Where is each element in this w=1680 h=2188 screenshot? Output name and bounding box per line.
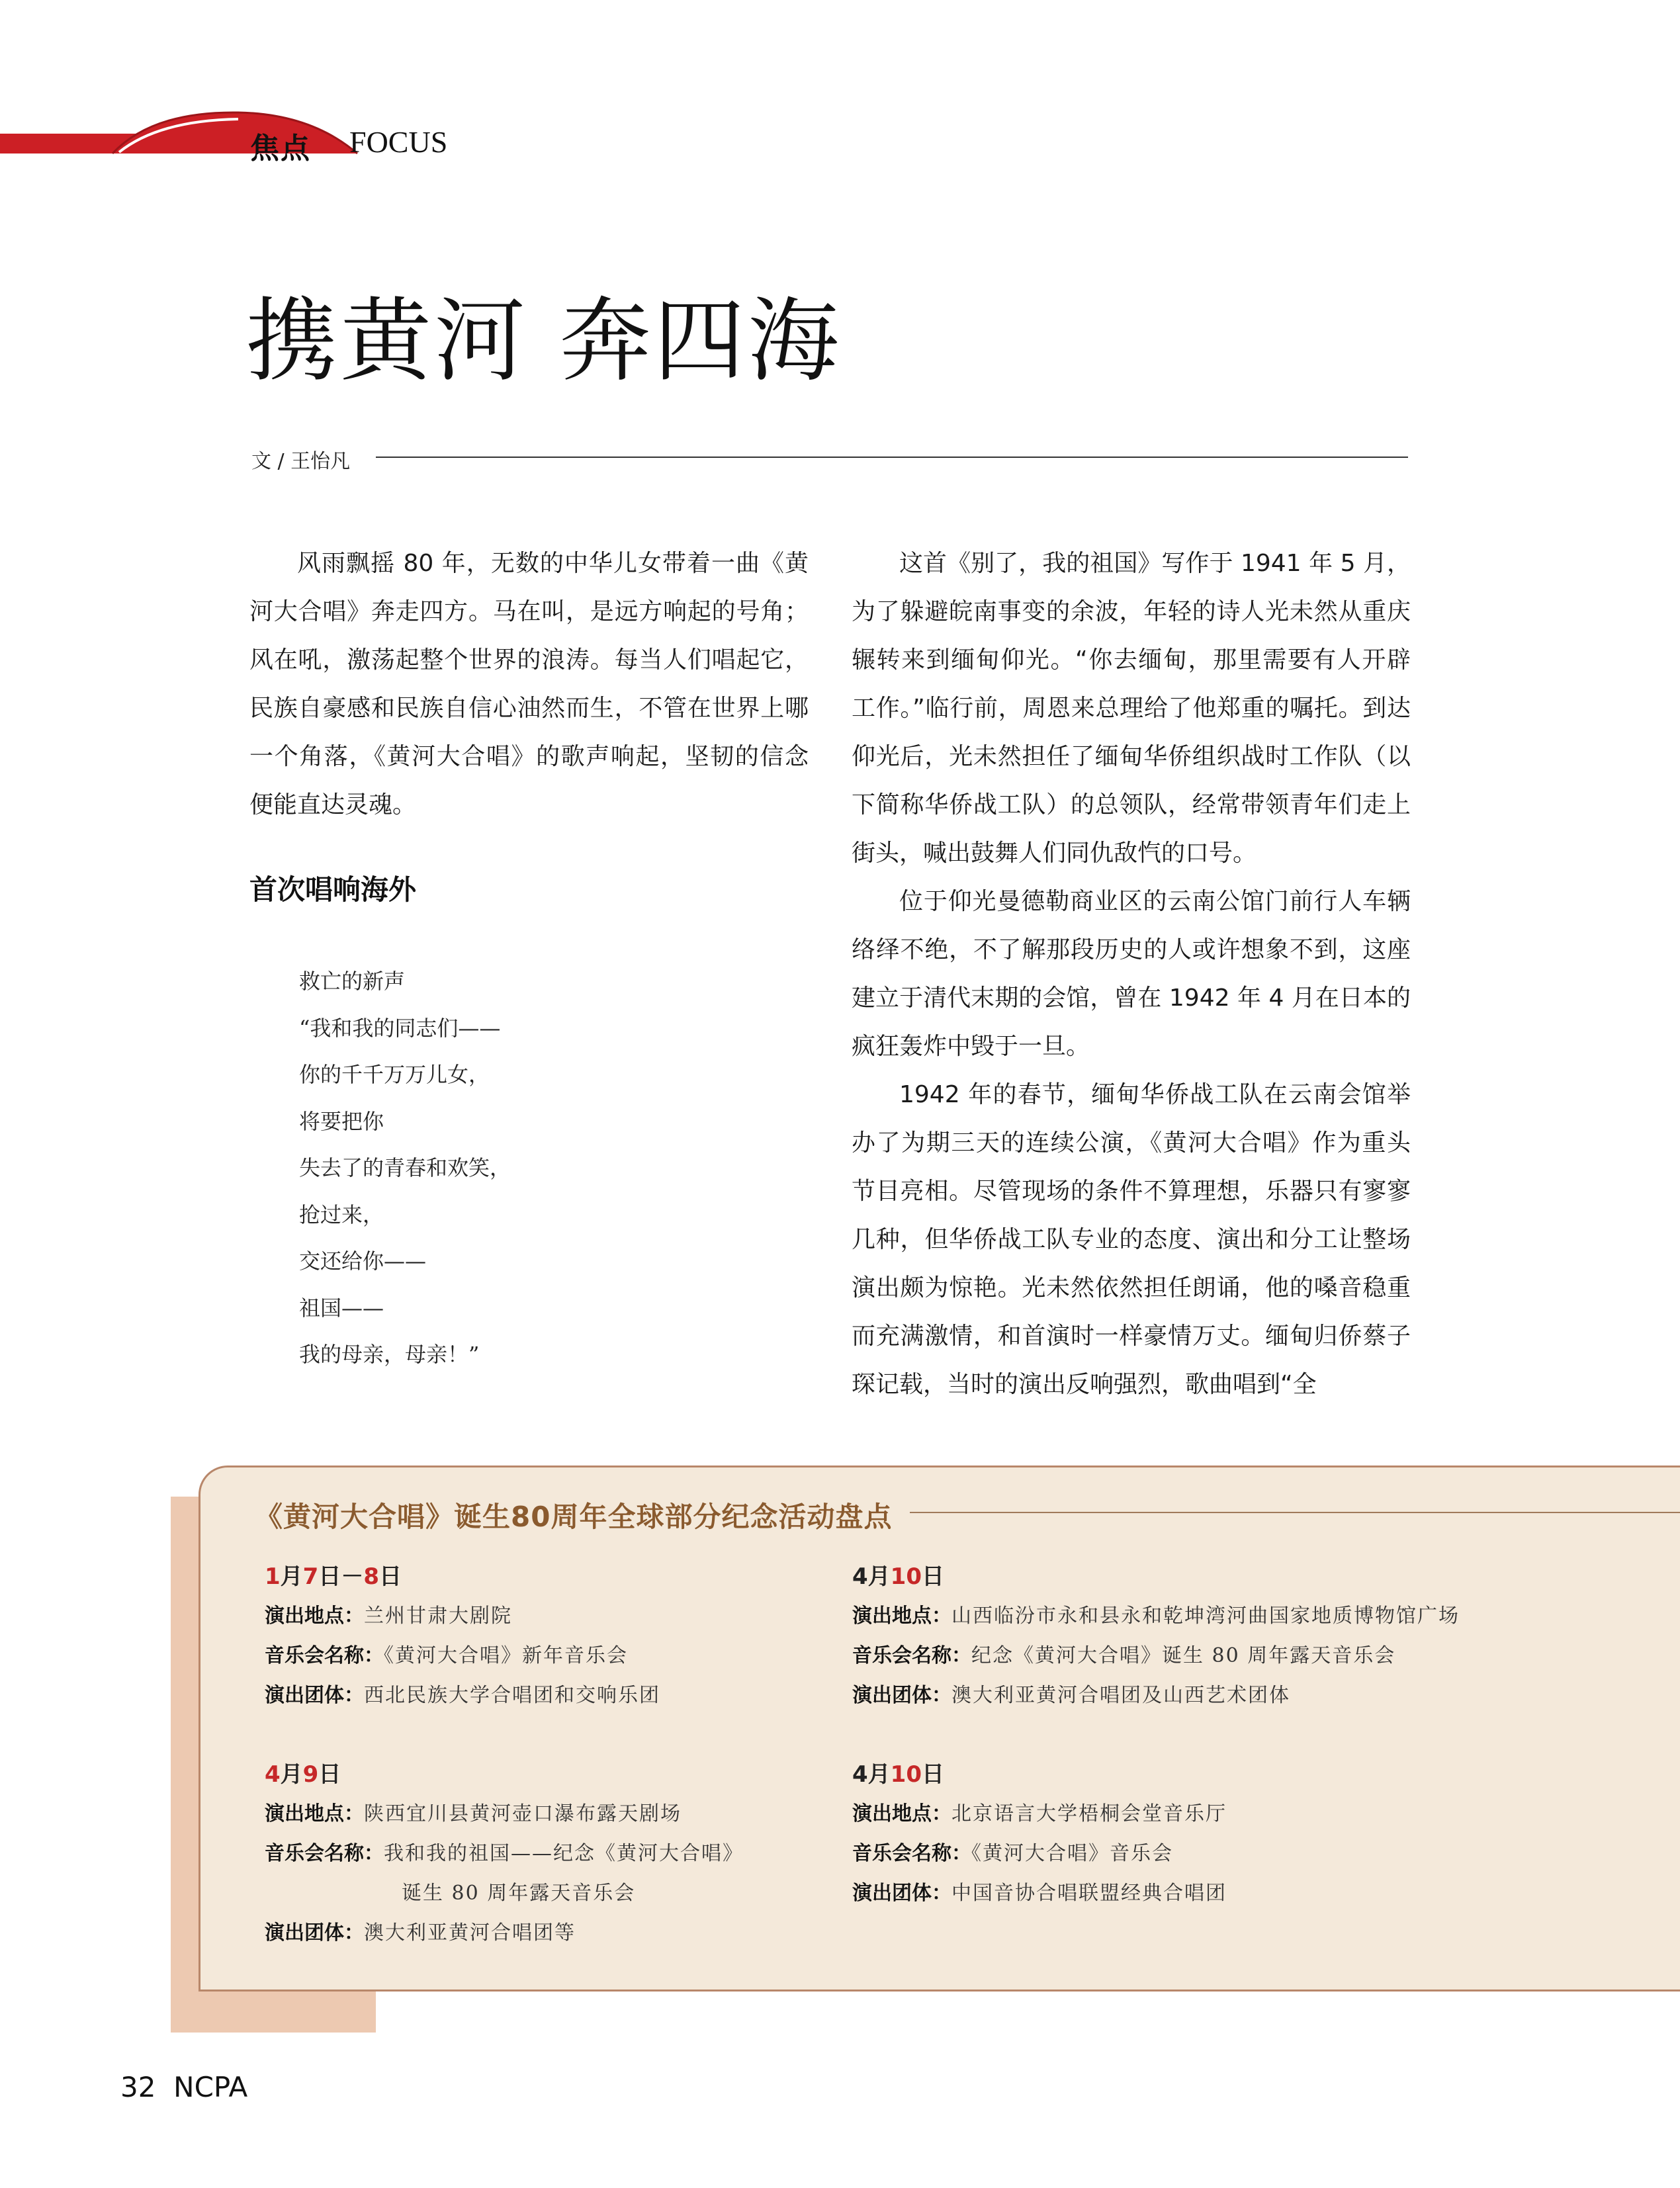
events-card-title: 《黄河大合唱》诞生80周年全球部分纪念活动盘点 — [255, 1501, 893, 1533]
event-venue: 演出地点：北京语言大学梧桐会堂音乐厅 — [852, 1802, 1227, 1825]
event-group: 演出团体：澳大利亚黄河合唱团等 — [265, 1921, 576, 1945]
poem-line: 失去了的青春和欢笑， — [299, 1155, 511, 1180]
event-entry — [265, 1755, 744, 1953]
event-concert: 音乐会名称：我和我的祖国——纪念《黄河大合唱》 — [265, 1842, 744, 1865]
article-right-column — [852, 539, 1411, 1409]
events-card-rule — [910, 1512, 1680, 1513]
section-label-en: FOCUS — [349, 125, 448, 159]
event-concert: 音乐会名称：《黄河大合唱》音乐会 — [852, 1842, 1173, 1865]
poem-line: 救亡的新声 — [299, 969, 406, 994]
intro-paragraph: 风雨飘摇 80 年，无数的中华儿女带着一曲《黄河大合唱》奔走四方。马在叫，是远方响起的号角；风在吼，激荡起整个世界的浪涛。每当人们唱起它，民族自豪感和民族自信心油然而生，不管在世界上哪一个角落，《黄河大合唱》的歌声响起，坚韧的信念便能直达灵魂。 — [249, 550, 809, 818]
poem-line: 我的母亲，母亲！” — [299, 1342, 480, 1367]
body-paragraph: 位于仰光曼德勒商业区的云南公馆门前行人车辆络绎不绝，不了解那段历史的人或许想象不到，这座建立于清代末期的会馆，曾在 1942 年 4 月在日本的疯狂轰炸中毁于一旦。 — [852, 888, 1411, 1060]
event-entry — [852, 1557, 1460, 1716]
event-group: 演出团体：中国音协合唱联盟经典合唱团 — [852, 1882, 1227, 1905]
page-folio — [120, 2071, 247, 2103]
poem-line: 交还给你—— — [299, 1248, 427, 1274]
poem-line: 祖国—— — [299, 1295, 384, 1321]
event-group: 演出团体：澳大利亚黄河合唱团及山西艺术团体 — [852, 1684, 1290, 1707]
poem-line: 抢过来， — [299, 1202, 384, 1227]
poem-line: 你的千千万万儿女， — [299, 1062, 490, 1087]
event-date: 1月7日－8日 — [265, 1563, 402, 1590]
magazine-name: NCPA — [173, 2071, 248, 2103]
body-paragraph: 这首《别了，我的祖国》写作于 1941 年 5 月，为了躲避皖南事变的余波，年轻的诗人光未然从重庆辗转来到缅甸仰光。“你去缅甸，那里需要有人开辟工作。”临行前，周恩来总理给了他郑重的嘱托。到达仰光后，光未然担任了缅甸华侨组织战时工作队（以下简称华侨战工队）的总领队，经常带领青年们走上街头，喊出鼓舞人们同仇敌忾的口号。 — [852, 550, 1411, 867]
article-title: 携黄河 奔四海 — [246, 288, 842, 394]
event-venue: 演出地点：兰州甘肃大剧院 — [265, 1604, 512, 1628]
body-paragraph: 1942 年的春节，缅甸华侨战工队在云南会馆举办了为期三天的连续公演，《黄河大合唱》作为重头节目亮相。尽管现场的条件不算理想，乐器只有寥寥几种，但华侨战工队专业的态度、演出和分工让整场演出颇为惊艳。光未然依然担任朗诵，他的嗓音稳重而充满激情，和首演时一样豪情万丈。缅甸归侨蔡子琛记载，当时的演出反响强烈，歌曲唱到“全 — [852, 1081, 1411, 1398]
event-entry — [852, 1755, 1227, 1913]
poem-line: “我和我的同志们—— — [299, 1015, 501, 1041]
event-concert: 音乐会名称：《黄河大合唱》新年音乐会 — [265, 1644, 628, 1667]
section-label: 焦点 — [250, 132, 311, 165]
event-entry — [265, 1557, 660, 1716]
event-concert-continued: 诞生 80 周年露天音乐会 — [402, 1882, 636, 1905]
byline-divider — [376, 457, 1408, 458]
page-number: 32 — [120, 2071, 156, 2103]
event-venue: 演出地点：山西临汾市永和县永和乾坤湾河曲国家地质博物馆广场 — [852, 1604, 1460, 1628]
event-venue: 演出地点：陕西宜川县黄河壶口瀑布露天剧场 — [265, 1802, 682, 1825]
byline: 文 / 王怡凡 — [251, 450, 351, 473]
event-date: 4月10日 — [852, 1563, 944, 1590]
section-subhead: 首次唱响海外 — [249, 873, 417, 906]
event-date: 4月10日 — [852, 1761, 944, 1788]
event-date: 4月9日 — [265, 1761, 341, 1788]
article-left-column — [249, 539, 809, 829]
event-group: 演出团体：西北民族大学合唱团和交响乐团 — [265, 1684, 660, 1707]
event-concert: 音乐会名称：纪念《黄河大合唱》诞生 80 周年露天音乐会 — [852, 1644, 1396, 1667]
poem-line: 将要把你 — [299, 1108, 384, 1134]
poem-quote — [299, 958, 511, 1378]
